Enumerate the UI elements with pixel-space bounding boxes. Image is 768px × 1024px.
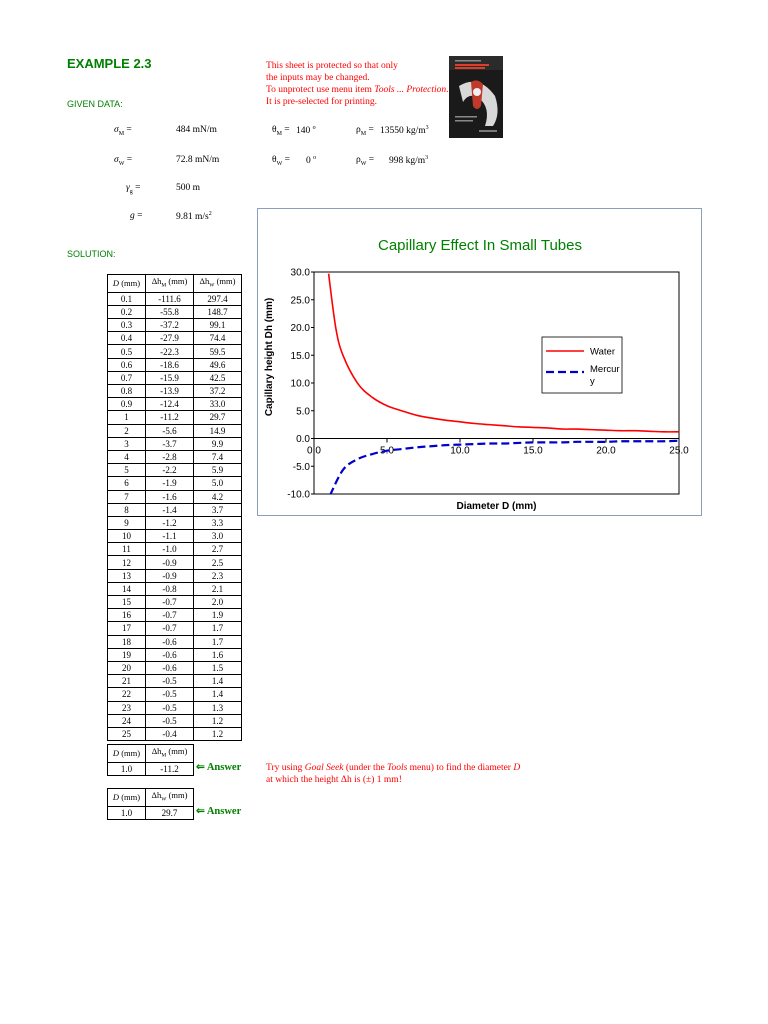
tools-protection-menu-ref: Tools ... Protection — [374, 85, 447, 95]
cell-diameter: 5 — [108, 464, 146, 477]
table-row — [108, 701, 242, 714]
cell-dh-mercury: -27.9 — [146, 332, 194, 345]
cell-dh-mercury: -0.7 — [146, 596, 194, 609]
cell-dh-mercury: -111.6 — [146, 292, 194, 305]
cell-diameter: 17 — [108, 622, 146, 635]
goal-seek-note-line: Try using Goal Seek (under the Tools menu) to find the diameter D — [266, 763, 521, 773]
y-tick-label: 25.0 — [290, 295, 310, 307]
cell-dh-mercury: -0.8 — [146, 582, 194, 595]
x-axis-label: Diameter D (mm) — [456, 501, 537, 512]
table-row — [108, 582, 242, 595]
answer-diameter-input[interactable]: 1.0 — [108, 806, 146, 819]
table-row — [108, 635, 242, 648]
cell-dh-mercury: -1.9 — [146, 477, 194, 490]
table-header-row — [108, 789, 194, 807]
cell-diameter: 8 — [108, 503, 146, 516]
cell-diameter: 0.2 — [108, 305, 146, 318]
water-series-line — [329, 274, 679, 432]
table-header-row — [108, 275, 242, 293]
cell-dh-mercury: -18.6 — [146, 358, 194, 371]
cell-dh-mercury: -1.2 — [146, 516, 194, 529]
table-row — [108, 596, 242, 609]
cell-dh-water: 148.7 — [194, 305, 242, 318]
cell-dh-mercury: -0.9 — [146, 569, 194, 582]
table-row — [108, 464, 242, 477]
answer-table-water — [107, 788, 194, 820]
table-row — [108, 437, 242, 450]
given-data-label: GIVEN DATA: — [67, 99, 123, 109]
answer-header-diameter: D (mm) — [108, 745, 146, 763]
chart-title: Capillary Effect In Small Tubes — [378, 237, 582, 254]
cell-dh-mercury: -0.5 — [146, 701, 194, 714]
results-table-body — [108, 292, 242, 740]
rho-w-value: 998 $kg/m^3$ — [389, 155, 429, 167]
cell-diameter: 0.6 — [108, 358, 146, 371]
sigma-m-value: 484 mN/m — [176, 125, 217, 135]
cell-diameter: 0.7 — [108, 371, 146, 384]
cell-dh-water: 1.3 — [194, 701, 242, 714]
cell-diameter: 3 — [108, 437, 146, 450]
table-row — [108, 727, 242, 740]
sigma-m-label: $\sigma_M$ = — [114, 125, 132, 137]
cell-dh-water: 1.7 — [194, 622, 242, 635]
legend-mercury-label: Mercur — [590, 364, 620, 375]
answer-header-diameter: D (mm) — [108, 789, 146, 807]
table-row — [108, 503, 242, 516]
gamma-g-label: $\gamma_g$ = — [126, 183, 141, 195]
table-row — [108, 609, 242, 622]
cell-dh-mercury: -55.8 — [146, 305, 194, 318]
cell-dh-mercury: -0.9 — [146, 556, 194, 569]
capillary-chart — [257, 208, 702, 516]
answer-dh-value: 29.7 — [146, 806, 194, 819]
answer-table-mercury — [107, 744, 194, 776]
y-tick-label: 0.0 — [296, 434, 310, 445]
y-tick-label: -5.0 — [292, 461, 310, 473]
example-title: EXAMPLE 2.3 — [67, 56, 152, 71]
cell-dh-mercury: -0.5 — [146, 675, 194, 688]
cell-diameter: 20 — [108, 661, 146, 674]
cell-dh-mercury: -5.6 — [146, 424, 194, 437]
protection-note-line: This sheet is protected so that only — [266, 61, 398, 71]
table-row — [108, 371, 242, 384]
gravity-value: 9.81 $m/s^2$ — [176, 211, 212, 223]
cell-dh-water: 1.6 — [194, 648, 242, 661]
cell-dh-water: 37.2 — [194, 385, 242, 398]
cell-diameter: 0.5 — [108, 345, 146, 358]
cell-diameter: 0.8 — [108, 385, 146, 398]
cell-dh-water: 99.1 — [194, 319, 242, 332]
solution-label: SOLUTION: — [67, 249, 116, 259]
table-row — [108, 530, 242, 543]
legend-water-label: Water — [590, 346, 615, 358]
cell-diameter: 0.3 — [108, 319, 146, 332]
cell-dh-water: 42.5 — [194, 371, 242, 384]
table-row — [108, 714, 242, 727]
cell-diameter: 12 — [108, 556, 146, 569]
cell-dh-water: 3.0 — [194, 530, 242, 543]
cell-dh-mercury: -1.0 — [146, 543, 194, 556]
cell-dh-water: 1.2 — [194, 727, 242, 740]
x-tick-label: 25.0 — [669, 445, 689, 457]
rho-m-value: 13550 $kg/m^3$ — [380, 125, 429, 137]
table-row — [108, 675, 242, 688]
y-tick-label: 20.0 — [290, 323, 310, 334]
protection-note-line: It is pre-selected for printing. — [266, 97, 378, 107]
cell-dh-water: 2.1 — [194, 582, 242, 595]
cell-diameter: 10 — [108, 530, 146, 543]
cell-diameter: 14 — [108, 582, 146, 595]
cell-diameter: 25 — [108, 727, 146, 740]
table-row — [108, 688, 242, 701]
cell-dh-mercury: -0.5 — [146, 688, 194, 701]
theta-m-label: $\theta_M$ = — [272, 125, 290, 137]
cell-dh-water: 29.7 — [194, 411, 242, 424]
cell-dh-mercury: -0.6 — [146, 648, 194, 661]
table-row — [108, 477, 242, 490]
rho-m-label: $\rho_M$ = — [356, 125, 374, 137]
x-tick-label: 5.0 — [380, 445, 394, 457]
table-row — [108, 648, 242, 661]
table-row — [108, 516, 242, 529]
protection-note — [266, 60, 456, 108]
cell-dh-mercury: -1.6 — [146, 490, 194, 503]
cell-diameter: 18 — [108, 635, 146, 648]
cell-dh-water: 1.9 — [194, 609, 242, 622]
cell-dh-water: 3.7 — [194, 503, 242, 516]
table-row — [108, 450, 242, 463]
answer-diameter-input[interactable]: 1.0 — [108, 762, 146, 775]
cell-diameter: 16 — [108, 609, 146, 622]
table-header-row — [108, 745, 194, 763]
results-table — [107, 274, 242, 741]
cell-dh-mercury: -13.9 — [146, 385, 194, 398]
cell-dh-mercury: -15.9 — [146, 371, 194, 384]
cell-diameter: 21 — [108, 675, 146, 688]
sigma-w-label: $\sigma_W$ = — [114, 155, 133, 167]
cell-dh-water: 2.0 — [194, 596, 242, 609]
table-row — [108, 358, 242, 371]
cell-dh-mercury: -2.2 — [146, 464, 194, 477]
answer-header-dh: $\Delta h_W$ (mm) — [146, 789, 194, 807]
cell-dh-water: 2.5 — [194, 556, 242, 569]
cell-dh-water: 5.9 — [194, 464, 242, 477]
legend-mercury-label-wrap: y — [590, 376, 595, 387]
cell-dh-mercury: -0.7 — [146, 609, 194, 622]
cell-diameter: 15 — [108, 596, 146, 609]
cell-dh-mercury: -0.5 — [146, 714, 194, 727]
cell-dh-mercury: -12.4 — [146, 398, 194, 411]
cell-diameter: 1 — [108, 411, 146, 424]
table-row — [108, 411, 242, 424]
table-row — [108, 622, 242, 635]
cell-dh-mercury: -1.4 — [146, 503, 194, 516]
cell-dh-water: 4.2 — [194, 490, 242, 503]
cell-dh-water: 5.0 — [194, 477, 242, 490]
y-tick-label: 30.0 — [290, 267, 310, 279]
table-row — [108, 345, 242, 358]
theta-w-label: $\theta_W$ = — [272, 155, 290, 167]
cell-diameter: 13 — [108, 569, 146, 582]
cell-dh-mercury: -3.7 — [146, 437, 194, 450]
goal-seek-note — [266, 762, 566, 786]
x-tick-label: 15.0 — [523, 445, 543, 457]
answer-label: ⇐ Answer — [196, 806, 242, 817]
y-tick-label: 15.0 — [290, 350, 310, 362]
cell-dh-water: 2.7 — [194, 543, 242, 556]
cell-dh-water: 9.9 — [194, 437, 242, 450]
sigma-w-value: 72.8 mN/m — [176, 155, 220, 165]
book-cover-image — [449, 56, 503, 138]
cell-diameter: 6 — [108, 477, 146, 490]
table-row — [108, 319, 242, 332]
cell-diameter: 0.4 — [108, 332, 146, 345]
col-header-diameter: D (mm) — [108, 275, 146, 293]
y-tick-label: 10.0 — [290, 378, 310, 390]
plot-area-frame — [314, 272, 679, 494]
gravity-label: g = — [130, 211, 143, 221]
table-row — [108, 543, 242, 556]
table-row — [108, 305, 242, 318]
y-tick-label: 5.0 — [296, 406, 310, 418]
cell-diameter: 4 — [108, 450, 146, 463]
col-header-dh-water: $\Delta h_W$ (mm) — [194, 275, 242, 293]
goal-seek-note-line: at which the height Δh is (±) 1 mm! — [266, 775, 402, 785]
x-tick-label: 0.0 — [307, 445, 321, 457]
table-row — [108, 762, 194, 775]
cell-dh-mercury: -37.2 — [146, 319, 194, 332]
table-row — [108, 661, 242, 674]
cell-dh-water: 1.7 — [194, 635, 242, 648]
table-row — [108, 490, 242, 503]
cell-dh-mercury: -11.2 — [146, 411, 194, 424]
cell-diameter: 2 — [108, 424, 146, 437]
cell-dh-water: 7.4 — [194, 450, 242, 463]
cell-dh-mercury: -1.1 — [146, 530, 194, 543]
cell-dh-mercury: -0.7 — [146, 622, 194, 635]
y-tick-label: -10.0 — [287, 489, 310, 501]
cell-dh-mercury: -0.6 — [146, 661, 194, 674]
cell-dh-water: 297.4 — [194, 292, 242, 305]
table-row — [108, 806, 194, 819]
cell-dh-water: 1.5 — [194, 661, 242, 674]
col-header-dh-mercury: $\Delta h_M$ (mm) — [146, 275, 194, 293]
cell-dh-water: 74.4 — [194, 332, 242, 345]
table-row — [108, 332, 242, 345]
table-row — [108, 556, 242, 569]
cell-dh-water: 1.4 — [194, 675, 242, 688]
cell-diameter: 0.9 — [108, 398, 146, 411]
answer-header-dh: $\Delta h_M$ (mm) — [146, 745, 194, 763]
x-tick-label: 10.0 — [450, 445, 470, 457]
cell-diameter: 0.1 — [108, 292, 146, 305]
table-row — [108, 292, 242, 305]
cell-dh-water: 3.3 — [194, 516, 242, 529]
cell-dh-water: 1.4 — [194, 688, 242, 701]
table-row — [108, 569, 242, 582]
cell-diameter: 7 — [108, 490, 146, 503]
cell-dh-mercury: -2.8 — [146, 450, 194, 463]
theta-w-value: 0 $^o$ — [306, 155, 317, 167]
rho-w-label: $\rho_W$ = — [356, 155, 375, 167]
cell-diameter: 9 — [108, 516, 146, 529]
cell-dh-water: 14.9 — [194, 424, 242, 437]
cell-dh-water: 33.0 — [194, 398, 242, 411]
cell-dh-mercury: -0.4 — [146, 727, 194, 740]
cell-dh-mercury: -22.3 — [146, 345, 194, 358]
table-row — [108, 424, 242, 437]
protection-note-line: the inputs may be changed. — [266, 73, 370, 83]
cell-dh-water: 49.6 — [194, 358, 242, 371]
cell-diameter: 11 — [108, 543, 146, 556]
y-axis-label: Capillary height Dh (mm) — [264, 297, 275, 417]
table-row — [108, 385, 242, 398]
cell-diameter: 19 — [108, 648, 146, 661]
cell-dh-water: 59.5 — [194, 345, 242, 358]
cell-diameter: 24 — [108, 714, 146, 727]
gamma-g-value: 500 m — [176, 183, 201, 193]
answer-dh-value: -11.2 — [146, 762, 194, 775]
table-row — [108, 398, 242, 411]
x-tick-label: 20.0 — [596, 445, 616, 457]
answer-label: ⇐ Answer — [196, 762, 242, 773]
protection-note-line: To unprotect use menu item Tools ... Protection. — [266, 85, 449, 95]
theta-m-value: 140 $^o$ — [296, 125, 316, 137]
cell-diameter: 23 — [108, 701, 146, 714]
cell-dh-water: 2.3 — [194, 569, 242, 582]
cell-dh-water: 1.2 — [194, 714, 242, 727]
cell-diameter: 22 — [108, 688, 146, 701]
cell-dh-mercury: -0.6 — [146, 635, 194, 648]
chart-svg — [258, 209, 701, 515]
